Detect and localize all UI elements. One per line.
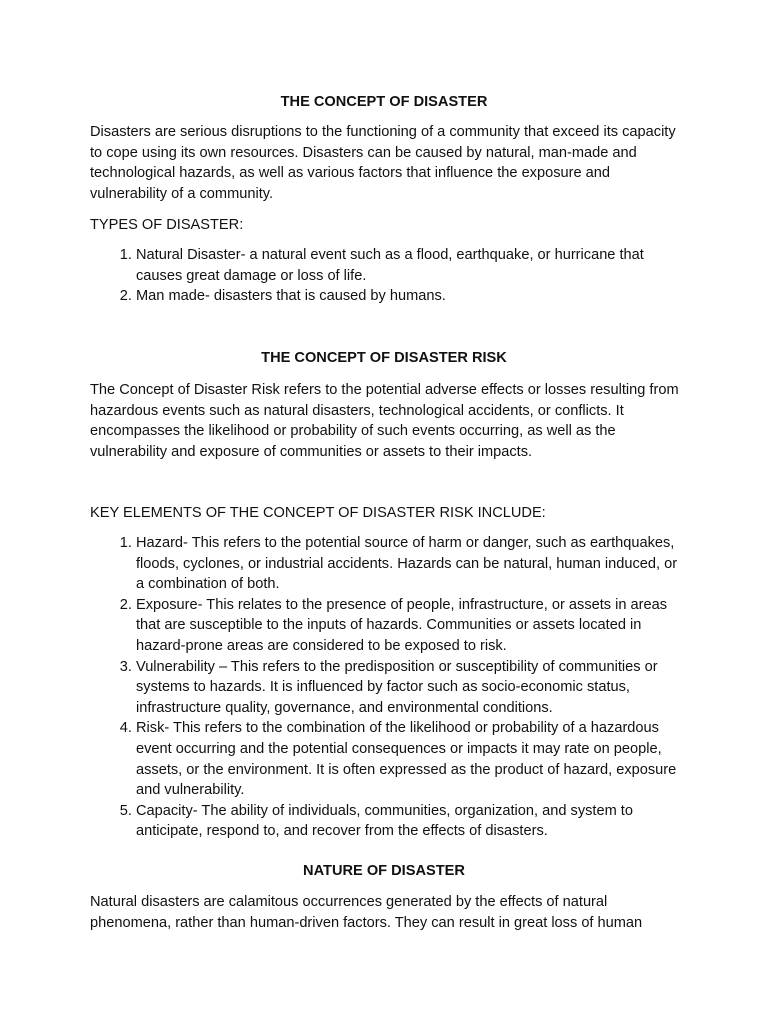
list-item: 2. Exposure- This relates to the presence of people, infrastructure, or assets in areas that are susceptible to the inputs of hazards. Communities or assets located in hazard-prone areas are considered to be exposed to risk. [136,595,682,657]
list-item: 5. Capacity- The ability of individuals, communities, organization, and system to anticipate, respond to, and recover from the effects of disasters. [136,801,682,842]
heading-nature-of-disaster: NATURE OF DISASTER [303,863,465,879]
label-types-of-disaster: TYPES OF DISASTER: [90,217,244,233]
paragraph-disaster-definition: Disasters are serious disruptions to the functioning of a community that exceed its capacity to cope using its own resources. Disasters can be caused by natural, man-made and technological hazards, as well as various factors that influence the exposure and vulnerability of a community. [90,124,676,202]
list-types-of-disaster [90,245,682,307]
list-item: 3. Vulnerability – This refers to the predisposition or susceptibility of communities or systems to hazards. It is influenced by factor such as socio-economic status, infrastructure quality, governance, and environmental conditions. [136,657,682,719]
list-key-elements [90,533,682,842]
heading-concept-of-disaster-risk: THE CONCEPT OF DISASTER RISK [261,350,507,366]
list-item: 1. Natural Disaster- a natural event such as a flood, earthquake, or hurricane that causes great damage or loss of life. [136,245,682,286]
list-item: 1. Hazard- This refers to the potential source of harm or danger, such as earthquakes, floods, cyclones, or industrial accidents. Hazards can be natural, human induced, or a combination of both. [136,533,682,595]
label-key-elements: KEY ELEMENTS OF THE CONCEPT OF DISASTER RISK INCLUDE: [90,505,546,521]
list-item: 2. Man made- disasters that is caused by humans. [136,286,682,307]
paragraph-disaster-risk-definition: The Concept of Disaster Risk refers to the potential adverse effects or losses resulting from hazardous events such as natural disasters, technological accidents, or conflicts. It encompasses the likelihood or probability of such events occurring, as well as the vulnerability and exposure of communities or assets to their impacts. [90,382,679,460]
list-item: 4. Risk- This refers to the combination of the likelihood or probability of a hazardous event occurring and the potential consequences or impacts it may rate on people, assets, or the environment. It is often expressed as the product of hazard, exposure and vulnerability. [136,718,682,800]
paragraph-nature-of-disaster: Natural disasters are calamitous occurrences generated by the effects of natural phenomena, rather than human-driven factors. They can result in great loss of human [90,894,643,931]
heading-concept-of-disaster: THE CONCEPT OF DISASTER [280,94,488,110]
